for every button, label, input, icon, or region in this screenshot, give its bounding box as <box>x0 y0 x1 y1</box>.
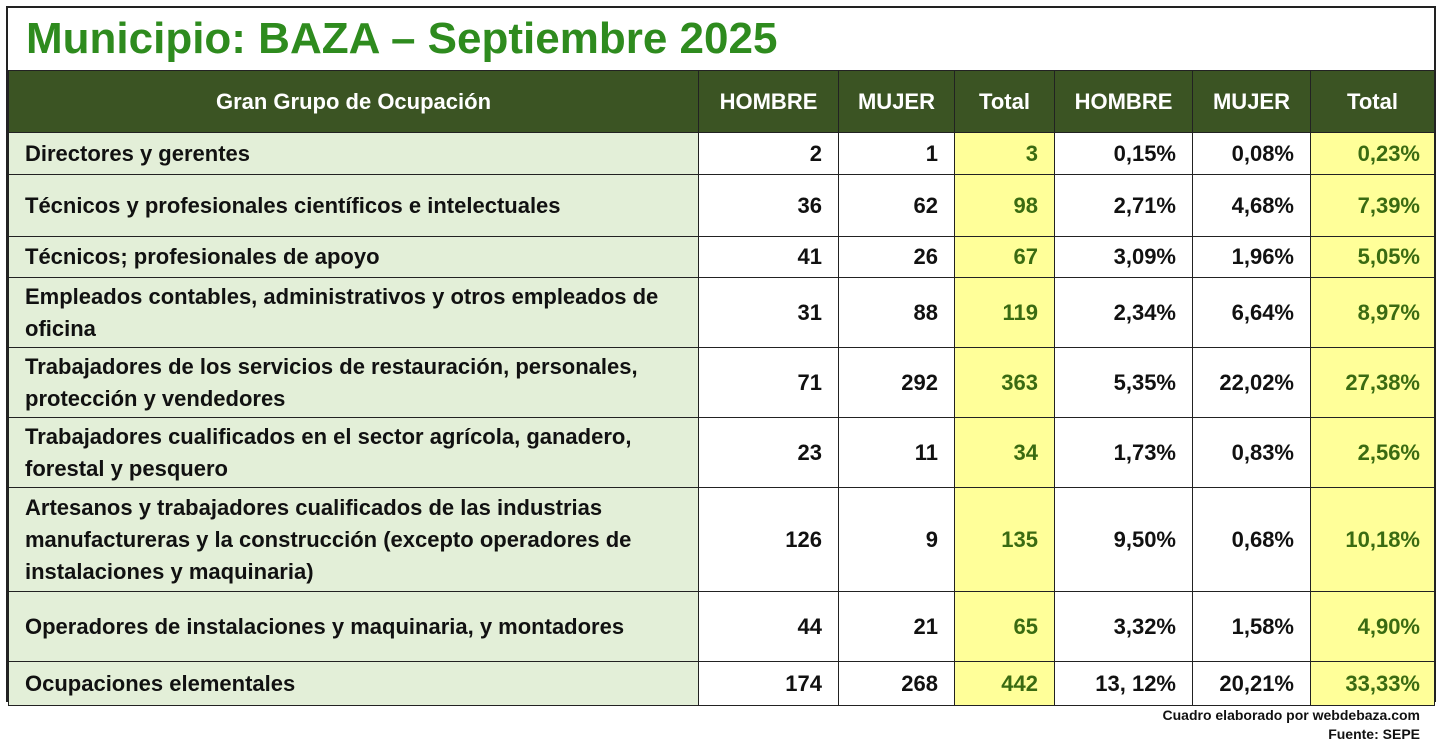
pct-hombre-cell: 1,73% <box>1055 418 1193 488</box>
pct-total-cell: 7,39% <box>1311 175 1435 237</box>
pct-hombre-cell: 2,71% <box>1055 175 1193 237</box>
table-row <box>9 488 1435 592</box>
occupation-cell: Artesanos y trabajadores cualificados de las industrias manufactureras y la construcción (excepto operadores de instalaciones y maquinaria) <box>9 488 699 592</box>
table-row <box>9 418 1435 488</box>
occupation-cell: Técnicos y profesionales científicos e intelectuales <box>9 175 699 237</box>
pct-mujer-cell: 20,21% <box>1193 662 1311 706</box>
page-title: Municipio: BAZA – Septiembre 2025 <box>26 14 778 63</box>
mujer-cell: 21 <box>839 592 955 662</box>
pct-mujer-cell: 0,68% <box>1193 488 1311 592</box>
table-row <box>9 278 1435 348</box>
header-pct-mujer: MUJER <box>1193 71 1311 133</box>
occupation-cell: Directores y gerentes <box>9 133 699 175</box>
hombre-cell: 41 <box>699 237 839 278</box>
table-row <box>9 175 1435 237</box>
pct-hombre-cell: 3,32% <box>1055 592 1193 662</box>
pct-total-cell: 0,23% <box>1311 133 1435 175</box>
header-hombre: HOMBRE <box>699 71 839 133</box>
total-cell: 34 <box>955 418 1055 488</box>
pct-total-cell: 2,56% <box>1311 418 1435 488</box>
total-cell: 65 <box>955 592 1055 662</box>
total-cell: 67 <box>955 237 1055 278</box>
pct-hombre-cell: 3,09% <box>1055 237 1193 278</box>
pct-mujer-cell: 0,83% <box>1193 418 1311 488</box>
source-line: Fuente: SEPE <box>1328 726 1420 742</box>
pct-total-cell: 5,05% <box>1311 237 1435 278</box>
header-total: Total <box>955 71 1055 133</box>
pct-total-cell: 27,38% <box>1311 348 1435 418</box>
pct-total-cell: 4,90% <box>1311 592 1435 662</box>
pct-hombre-cell: 9,50% <box>1055 488 1193 592</box>
mujer-cell: 62 <box>839 175 955 237</box>
mujer-cell: 268 <box>839 662 955 706</box>
hombre-cell: 174 <box>699 662 839 706</box>
pct-hombre-cell: 13, 12% <box>1055 662 1193 706</box>
pct-mujer-cell: 6,64% <box>1193 278 1311 348</box>
total-cell: 135 <box>955 488 1055 592</box>
table-row <box>9 662 1435 706</box>
mujer-cell: 1 <box>839 133 955 175</box>
header-pct-hombre: HOMBRE <box>1055 71 1193 133</box>
occupation-table <box>8 70 1435 706</box>
pct-mujer-cell: 1,96% <box>1193 237 1311 278</box>
total-cell: 98 <box>955 175 1055 237</box>
table-frame <box>6 6 1436 702</box>
hombre-cell: 36 <box>699 175 839 237</box>
hombre-cell: 23 <box>699 418 839 488</box>
pct-mujer-cell: 22,02% <box>1193 348 1311 418</box>
table-row <box>9 133 1435 175</box>
hombre-cell: 126 <box>699 488 839 592</box>
occupation-cell: Operadores de instalaciones y maquinaria, y montadores <box>9 592 699 662</box>
pct-hombre-cell: 5,35% <box>1055 348 1193 418</box>
pct-mujer-cell: 4,68% <box>1193 175 1311 237</box>
hombre-cell: 31 <box>699 278 839 348</box>
mujer-cell: 9 <box>839 488 955 592</box>
title-bar <box>8 8 1434 72</box>
occupation-cell: Trabajadores de los servicios de restauración, personales, protección y vendedores <box>9 348 699 418</box>
header-pct-total: Total <box>1311 71 1435 133</box>
pct-total-cell: 8,97% <box>1311 278 1435 348</box>
occupation-cell: Técnicos; profesionales de apoyo <box>9 237 699 278</box>
total-cell: 119 <box>955 278 1055 348</box>
credit-line: Cuadro elaborado por webdebaza.com <box>1162 707 1420 723</box>
pct-total-cell: 33,33% <box>1311 662 1435 706</box>
mujer-cell: 88 <box>839 278 955 348</box>
occupation-cell: Trabajadores cualificados en el sector agrícola, ganadero, forestal y pesquero <box>9 418 699 488</box>
total-cell: 442 <box>955 662 1055 706</box>
header-mujer: MUJER <box>839 71 955 133</box>
hombre-cell: 71 <box>699 348 839 418</box>
occupation-cell: Empleados contables, administrativos y otros empleados de oficina <box>9 278 699 348</box>
pct-total-cell: 10,18% <box>1311 488 1435 592</box>
hombre-cell: 2 <box>699 133 839 175</box>
pct-hombre-cell: 2,34% <box>1055 278 1193 348</box>
pct-mujer-cell: 1,58% <box>1193 592 1311 662</box>
occupation-cell: Ocupaciones elementales <box>9 662 699 706</box>
table-row <box>9 237 1435 278</box>
mujer-cell: 26 <box>839 237 955 278</box>
mujer-cell: 292 <box>839 348 955 418</box>
header-occupation: Gran Grupo de Ocupación <box>9 71 699 133</box>
pct-hombre-cell: 0,15% <box>1055 133 1193 175</box>
header-row <box>9 71 1435 133</box>
source-note <box>1163 706 1421 744</box>
table-row <box>9 348 1435 418</box>
mujer-cell: 11 <box>839 418 955 488</box>
total-cell: 363 <box>955 348 1055 418</box>
table-row <box>9 592 1435 662</box>
total-cell: 3 <box>955 133 1055 175</box>
hombre-cell: 44 <box>699 592 839 662</box>
pct-mujer-cell: 0,08% <box>1193 133 1311 175</box>
